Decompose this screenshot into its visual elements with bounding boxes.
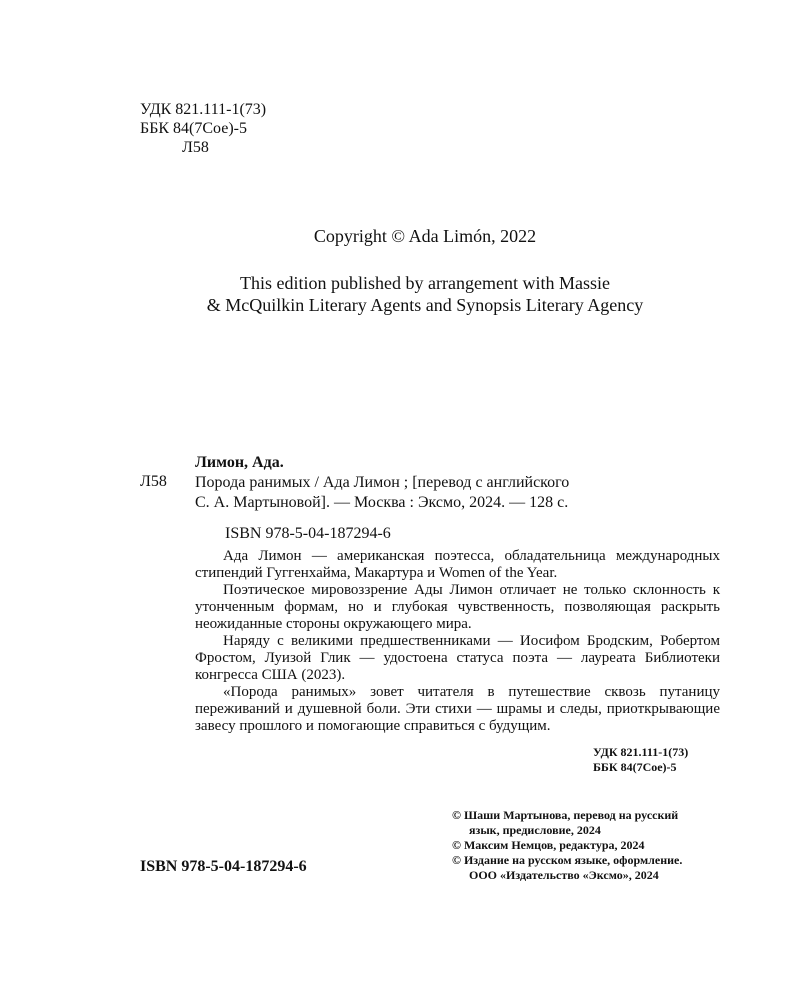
bbk-code: ББК 84(7Сое)-5 — [140, 120, 247, 137]
bbk-code-bottom: ББК 84(7Сое)-5 — [593, 760, 677, 774]
arrangement-block — [0, 272, 800, 316]
annotation-paragraph-2: Поэтическое мировоззрение Ады Лимон отличает не только склонность к утонченным формам, но и глубокая чувственность, позволяющая раскрыть неожиданные стороны окружающего мира. — [195, 582, 720, 632]
copyright-line: Copyright © Ada Limón, 2022 — [313, 226, 537, 246]
annotation — [195, 548, 720, 735]
credit-line: © Максим Немцов, редактура, 2024 — [452, 838, 645, 852]
isbn-bottom: ISBN 978-5-04-187294-6 — [140, 858, 307, 875]
credits-block — [452, 808, 682, 883]
bottom-classification-block — [593, 745, 688, 775]
copyright-block — [0, 225, 800, 247]
credit-line: © Издание на русском языке, оформление. — [452, 853, 683, 867]
udk-code: УДК 821.111-1(73) — [140, 101, 267, 118]
catalog-code: Л58 — [140, 473, 167, 490]
catalog-isbn: ISBN 978-5-04-187294-6 — [225, 525, 391, 542]
catalog-author: Лимон, Ада. — [195, 454, 284, 471]
author-mark: Л58 — [182, 139, 209, 156]
udk-code-bottom: УДК 821.111-1(73) — [593, 745, 689, 759]
credit-line: ООО «Издательство «Эксмо», 2024 — [469, 868, 659, 882]
annotation-paragraph-1: Ада Лимон — американская поэтесса, обладательница международных стипендий Гуггенхайма, Макартура и Women of the Year. — [195, 548, 720, 581]
catalog-description — [195, 473, 569, 513]
credit-line: язык, предисловие, 2024 — [469, 823, 601, 837]
arrangement-line-2: & McQuilkin Literary Agents and Synopsis Literary Agency — [206, 295, 644, 315]
catalog-description-line-1: Порода ранимых / Ада Лимон ; [перевод с английского — [195, 474, 570, 491]
catalog-description-line-2: С. А. Мартыновой]. — Москва : Эксмо, 2024. — 128 с. — [195, 494, 569, 511]
credit-line: © Шаши Мартынова, перевод на русский — [452, 808, 679, 822]
arrangement-line-1: This edition published by arrangement with Massie — [240, 273, 610, 293]
top-classification-block — [140, 100, 266, 157]
annotation-paragraph-3: Наряду с великими предшественниками — Иосифом Бродским, Робертом Фростом, Луизой Глик — удостоена статуса поэта — лауреата Библиотеки конгресса США (2023). — [195, 633, 720, 683]
annotation-paragraph-4: «Порода ранимых» зовет читателя в путешествие сквозь путаницу переживаний и душевной боли. Эти стихи — шрамы и следы, приоткрывающие завесу прошлого и помогающие справиться с будущим. — [195, 684, 720, 734]
